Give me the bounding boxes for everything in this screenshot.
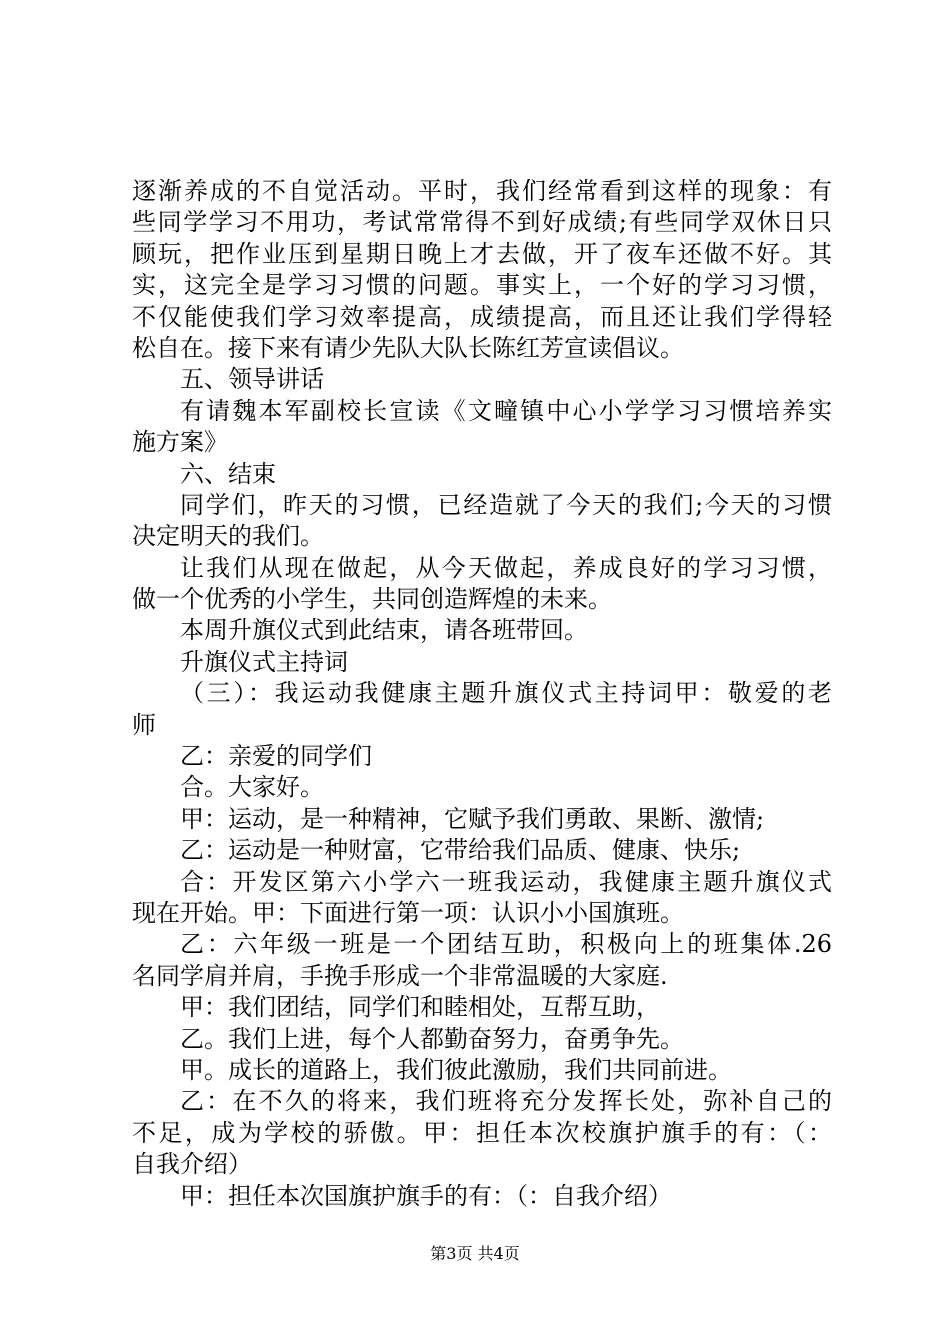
text-line: 六、结束 (180, 459, 276, 488)
paragraph (132, 1086, 832, 1180)
text-line: 本周升旗仪式到此结束，请各班带回。 (180, 616, 588, 645)
paragraph (132, 553, 832, 616)
text-line: 五、领导讲话 (180, 365, 324, 394)
paragraph (132, 867, 832, 930)
text-line: 合。大家好。 (180, 773, 324, 802)
text-line: 自我介绍） (132, 1150, 252, 1179)
paragraph (132, 678, 832, 741)
paragraph (132, 835, 832, 866)
paragraph (132, 176, 832, 364)
paragraph (132, 1181, 832, 1212)
paragraph (132, 1055, 832, 1086)
text-line: 甲：担任本次国旗护旗手的有：（：自我介绍） (180, 1181, 672, 1210)
paragraph (132, 364, 832, 395)
text-line: 不足，成为学校的骄傲。甲：担任本次校旗护旗手的有：（： (132, 1118, 832, 1147)
text-line: 让我们从现在做起，从今天做起，养成良好的学习习惯， (180, 553, 832, 582)
text-line: 不仅能使我们学习效率提高，成绩提高，而且还让我们学得轻 (132, 302, 832, 331)
text-line: 乙：六年级一班是一个团结互助，积极向上的班集体.26 (180, 930, 832, 959)
text-line: 乙：亲爱的同学们 (180, 742, 372, 771)
text-line: 甲：运动，是一种精神，它赋予我们勇敢、果断、激情; (180, 804, 765, 833)
text-line: 同学们，昨天的习惯，已经造就了今天的我们;今天的习惯 (180, 490, 832, 519)
text-line: 乙：运动是一种财富，它带给我们品质、健康、快乐; (180, 836, 741, 865)
text-line: 乙。我们上进，每个人都勤奋努力，奋勇争先。 (180, 1024, 684, 1053)
page-footer: 第3页 共4页 (430, 1244, 520, 1263)
text-line: 有请魏本军副校长宣读《文疃镇中心小学学习习惯培养实 (180, 396, 832, 425)
paragraph (132, 929, 832, 992)
text-line: 甲：我们团结，同学们和睦相处，互帮互助， (180, 993, 660, 1022)
text-line: 顾玩，把作业压到星期日晚上才去做，开了夜车还做不好。其 (132, 239, 832, 268)
paragraph (132, 741, 832, 772)
text-line: 做一个优秀的小学生，共同创造辉煌的未来。 (132, 585, 612, 614)
paragraph (132, 490, 832, 553)
paragraph (132, 772, 832, 803)
text-line: 乙：在不久的将来，我们班将充分发挥长处，弥补自己的 (180, 1087, 832, 1116)
text-line: 名同学肩并肩，手挽手形成一个非常温暖的大家庭. (132, 961, 668, 990)
paragraph (132, 615, 832, 646)
text-line: 些同学学习不用功，考试常常得不到好成绩;有些同学双休日只 (132, 208, 832, 237)
text-line: 师 (132, 710, 156, 739)
paragraph (132, 804, 832, 835)
paragraph (132, 459, 832, 490)
text-line: 决定明天的我们。 (132, 522, 324, 551)
text-line: 升旗仪式主持词 (180, 647, 348, 676)
paragraph (132, 647, 832, 678)
text-line: 实，这完全是学习习惯的问题。事实上，一个好的学习习惯， (132, 271, 832, 300)
text-line: 甲。成长的道路上，我们彼此激励，我们共同前进。 (180, 1055, 732, 1084)
paragraph (132, 396, 832, 459)
text-line: 逐渐养成的不自觉活动。平时，我们经常看到这样的现象：有 (132, 177, 832, 205)
paragraph (132, 992, 832, 1023)
text-line: 松自在。接下来有请少先队大队长陈红芳宣读倡议。 (132, 333, 684, 362)
text-line: 施方案》 (132, 428, 228, 457)
text-line: 合：开发区第六小学六一班我运动，我健康主题升旗仪式 (180, 867, 832, 896)
text-line: （三）：我运动我健康主题升旗仪式主持词甲：敬爱的老 (180, 679, 832, 708)
paragraph (132, 1024, 832, 1055)
text-line: 现在开始。甲：下面进行第一项：认识小小国旗班。 (132, 898, 684, 927)
document-body (132, 176, 832, 1212)
